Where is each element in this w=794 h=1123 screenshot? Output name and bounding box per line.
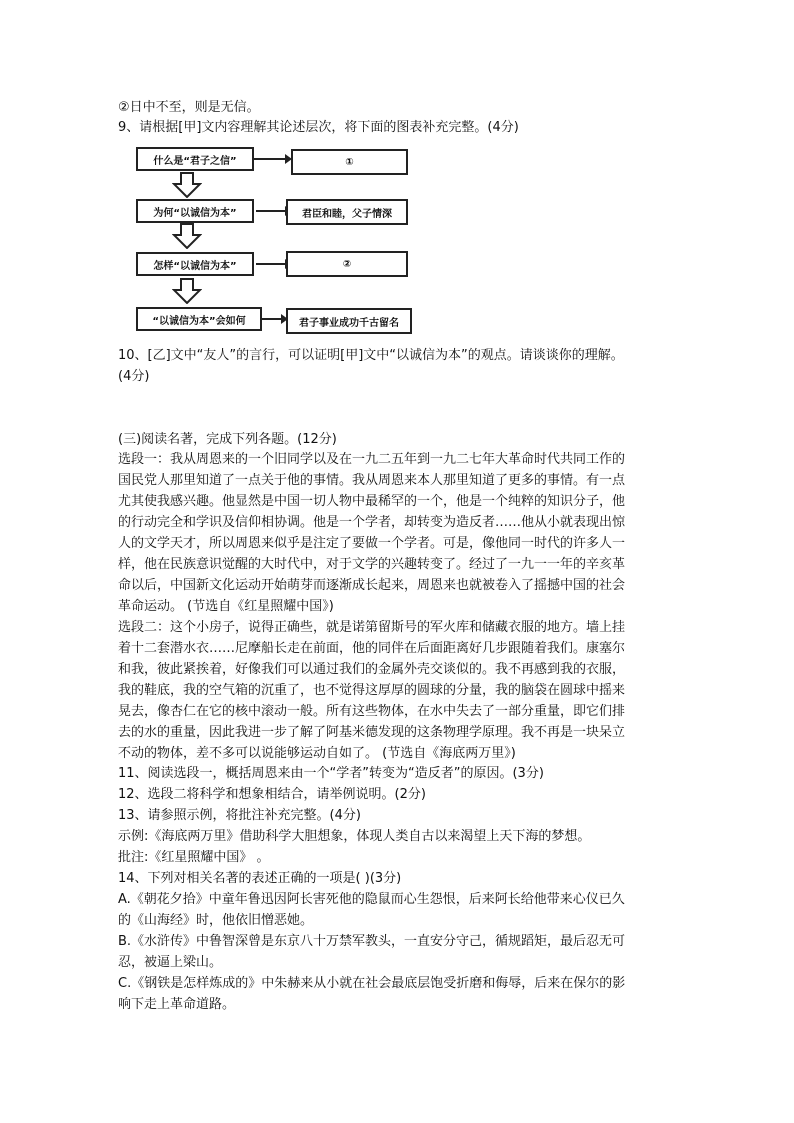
down-arrow-icon: [172, 172, 202, 198]
question-12: 12、选段二将科学和想象相结合，请举例说明。(2分): [118, 787, 426, 802]
example-annotation: 示例:《海底两万里》借助科学大胆想象，体现人类自古以来渴望上天下海的梦想。: [118, 829, 591, 844]
question-10-score: (4分): [118, 369, 150, 384]
diagram-left-box-3: 怎样“以诚信为本”: [136, 252, 254, 276]
passage-2-line: 着十二套潜水衣……尼摩船长走在前面，他的同伴在后面距离好几步跟随着我们。康塞尔: [118, 641, 626, 656]
arrow-right-icon: [256, 263, 286, 265]
section-title: (三)阅读名著，完成下列各题。(12分): [118, 432, 337, 447]
question-11: 11、阅读选段一，概括周恩来由一个“学者”转变为“造反者”的原因。(3分): [118, 766, 544, 781]
passage-2-line: 选段二：这个小房子，说得正确些，就是诺第留斯号的军火库和储藏衣服的地方。墙上挂: [118, 620, 626, 635]
passage-1-line: 选段一：我从周恩来的一个旧同学以及在一九二五年到一九二七年大革命时代共同工作的: [118, 452, 626, 467]
option-b: B.《水浒传》中鲁智深曾是东京八十万禁军教头，一直安分守己，循规蹈矩，最后忍无可: [118, 934, 626, 949]
question-10: 10、[乙]文中“友人”的言行，可以证明[甲]文中“以诚信为本”的观点。请谈谈你的理解。: [118, 348, 624, 363]
passage-2-line: 晃去，像杏仁在它的核中滚动一般。所有这些物体，在水中失去了一部分重量，即它们排: [118, 704, 626, 719]
option-c: C.《钢铁是怎样炼成的》中朱赫来从小就在社会最底层饱受折磨和侮辱，后来在保尔的影: [118, 976, 626, 991]
arrow-right-icon: [254, 158, 286, 160]
diagram-left-box-1: 什么是“君子之信”: [136, 147, 254, 171]
diagram-right-box-2: 君臣和睦，父子情深: [286, 199, 408, 225]
passage-1-line: 尤其使我感兴趣。他显然是中国一切人物中最稀罕的一个，他是一个纯粹的知识分子，他: [118, 494, 626, 509]
passage-1-line: 样，他在民族意识觉醒的大时代中，对于文学的兴趣转变了。经过了一九一一年的辛亥革: [118, 557, 626, 572]
option-a-cont: 的《山海经》时，他依旧憎恶她。: [118, 913, 314, 928]
passage-2-line: 去的水的重量，因此我进一步了解了阿基米德发现的这条物理学原理。我不再是一块呆立: [118, 725, 626, 740]
passage-1-line: 命以后，中国新文化运动开始萌芽而逐渐成长起来，周恩来也就被卷入了摇撼中国的社会: [118, 578, 626, 593]
down-arrow-icon: [172, 223, 202, 249]
diagram-left-box-2: 为何“以诚信为本”: [136, 199, 254, 223]
down-arrow-icon: [172, 278, 202, 304]
arrow-right-icon: [256, 210, 286, 212]
passage-1-line: 革命运动。 (节选自《红星照耀中国》): [118, 599, 334, 614]
diagram-right-box-1: ①: [291, 149, 408, 175]
annotation-blank: 批注:《红星照耀中国》 。: [118, 850, 270, 865]
option-c-cont: 响下走上革命道路。: [118, 997, 236, 1012]
option-b-cont: 忍，被逼上梁山。: [118, 955, 223, 970]
passage-2-line: 不动的物体，差不多可以说能够运动自如了。 (节选自《海底两万里》): [118, 746, 516, 761]
passage-1-line: 的行动完全和学识及信仰相协调。他是一个学者，却转变为造反者……他从小就表现出惊: [118, 515, 626, 530]
question-13: 13、请参照示例，将批注补充完整。(4分): [118, 808, 361, 823]
question-9: 9、请根据[甲]文内容理解其论述层次，将下面的图表补充完整。(4分): [118, 120, 519, 135]
diagram-right-box-4: 君子事业成功千古留名: [286, 308, 412, 334]
passage-2-line: 和我，彼此紧挨着，好像我们可以通过我们的金属外壳交谈似的。我不再感到我的衣服，: [118, 662, 626, 677]
diagram-right-box-3: ②: [286, 251, 408, 277]
arrow-right-icon: [262, 318, 282, 320]
passage-2-line: 我的鞋底，我的空气箱的沉重了，也不觉得这厚厚的圆球的分量，我的脑袋在圆球中摇来: [118, 683, 626, 698]
text-line: ②日中不至，则是无信。: [118, 100, 260, 115]
passage-1-line: 国民党人那里知道了一点关于他的事情。我从周恩来本人那里知道了更多的事情。有一点: [118, 473, 626, 488]
passage-1-line: 人的文学天才，所以周恩来似乎是注定了要做一个学者。可是，像他同一时代的许多人一: [118, 536, 626, 551]
question-14: 14、下列对相关名著的表述正确的一项是( )(3分): [118, 871, 402, 886]
diagram-left-box-4: “以诚信为本”会如何: [136, 307, 262, 331]
option-a: A.《朝花夕拾》中童年鲁迅因阿长害死他的隐鼠而心生怨恨，后来阿长给他带来心仪已久: [118, 892, 625, 907]
